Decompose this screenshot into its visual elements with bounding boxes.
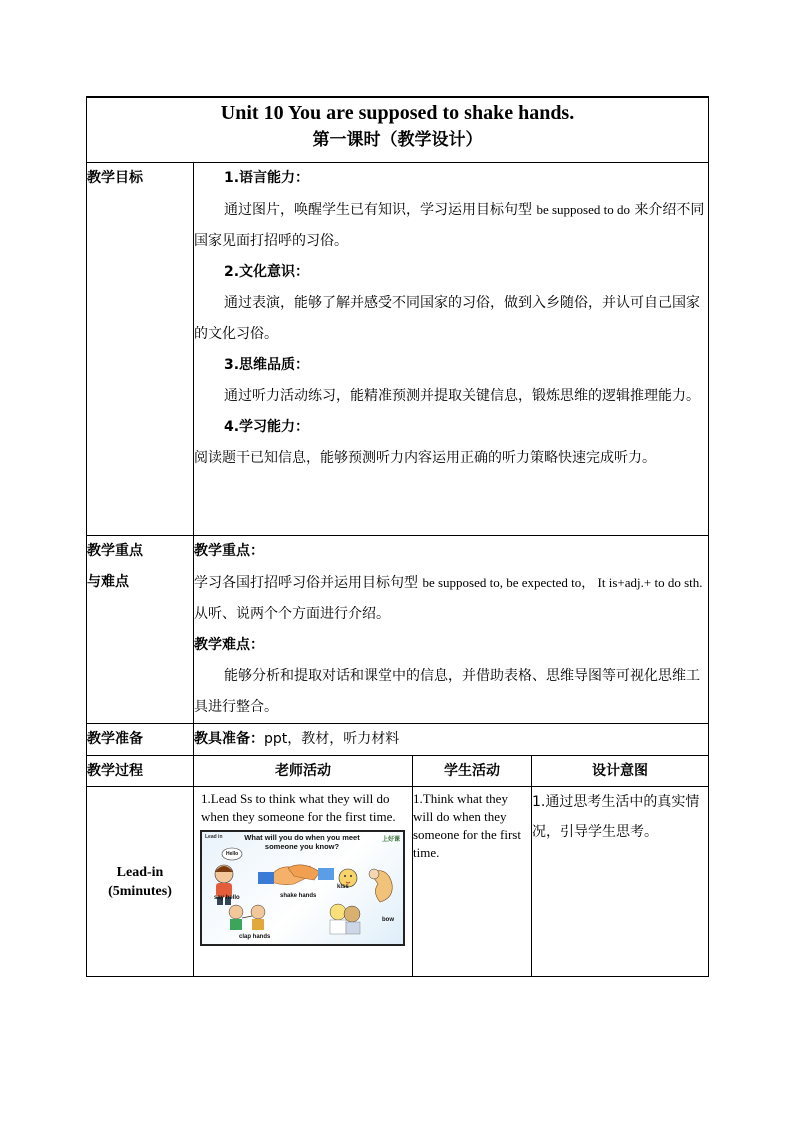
- process-label: 教学过程: [87, 756, 194, 787]
- slide-logo: 上好课: [381, 836, 400, 843]
- greeting-illustration: [202, 832, 403, 944]
- objective-3-heading: 3.思维品质：: [224, 357, 310, 373]
- difficulty-text: 能够分析和提取对话和课堂中的信息，并借助表格、思维导图等可视化思维工具进行整合。: [194, 668, 700, 715]
- focus-heading: 教学重点：: [194, 543, 264, 559]
- difficulty-heading: 教学难点：: [194, 637, 264, 653]
- preparation-content: [194, 724, 709, 756]
- objectives-content: [194, 163, 709, 536]
- leadin-student-cell: 1.Think what they will do when they someone for the first time.: [413, 787, 532, 977]
- objective-1-text: 通过图片，唤醒学生已有知识，学习运用目标句型 be supposed to do 来介绍不同国家见面打招呼的习俗。: [194, 202, 705, 249]
- objective-4-heading: 4.学习能力：: [224, 419, 310, 435]
- preparation-heading: 教具准备：: [194, 731, 264, 747]
- objectives-row: [87, 163, 709, 536]
- objective-1-heading: 1.语言能力：: [224, 170, 310, 186]
- objective-3-text: 通过听力活动练习，能精准预测并提取关键信息，锻炼思维的逻辑推理能力。: [224, 388, 700, 404]
- objective-2-text: 通过表演，能够了解并感受不同国家的习俗，做到入乡随俗，并认可自己国家的文化习俗。: [194, 295, 700, 342]
- objective-2-heading: 2.文化意识：: [224, 264, 310, 280]
- slide-question: What will you do when you meet someone you know?: [244, 833, 360, 851]
- label-shake-hands: shake hands: [280, 893, 317, 899]
- title-row: [87, 97, 709, 163]
- bubble-hello: Hello: [226, 851, 239, 857]
- title-cell: [87, 97, 709, 163]
- column-teacher-activity: 老师活动: [194, 756, 413, 787]
- column-student-activity: 学生活动: [413, 756, 532, 787]
- preparation-text: ppt，教材，听力材料: [264, 731, 400, 747]
- objectives-label: 教学目标: [87, 163, 194, 536]
- label-kiss: kiss: [337, 884, 349, 890]
- leadin-duration: (5minutes): [108, 883, 172, 899]
- process-header-row: [87, 756, 709, 787]
- preparation-label: 教学准备: [87, 724, 194, 756]
- leadin-intent-cell: 1.通过思考生活中的真实情况，引导学生思考。: [532, 787, 709, 977]
- title-english: Unit 10 You are supposed to shake hands.: [220, 102, 575, 124]
- preparation-row: [87, 724, 709, 756]
- objective-4-text: 阅读题干已知信息，能够预测听力内容运用正确的听力策略快速完成听力。: [194, 450, 656, 466]
- key-points-label: [87, 536, 194, 724]
- leadin-slide-image: [200, 830, 405, 946]
- key-points-label-line1: 教学重点: [87, 543, 143, 559]
- leadin-stage-cell: [87, 787, 194, 977]
- focus-text: 学习各国打招呼习俗并运用目标句型 be supposed to, be expected to， It is+adj.+ to do sth.从听、说两个个方面进行介绍。: [194, 575, 703, 622]
- slide-tag: Lead in: [205, 834, 223, 840]
- label-say-hello: say hello: [214, 895, 240, 901]
- label-clap-hands: clap hands: [239, 934, 271, 940]
- leadin-teacher-text: 1.Lead Ss to think what they will do when they someone for the first time.: [201, 791, 396, 824]
- title-chinese: 第一课时（教学设计）: [312, 130, 483, 150]
- column-design-intent: 设计意图: [532, 756, 709, 787]
- leadin-stage: Lead-in: [116, 864, 164, 880]
- key-points-row: [87, 536, 709, 724]
- key-points-label-line2: 与难点: [87, 574, 129, 590]
- label-bow: bow: [382, 917, 394, 923]
- lesson-plan-table: [86, 96, 709, 977]
- leadin-teacher-cell: [194, 787, 413, 977]
- leadin-row: [87, 787, 709, 977]
- key-points-content: [194, 536, 709, 724]
